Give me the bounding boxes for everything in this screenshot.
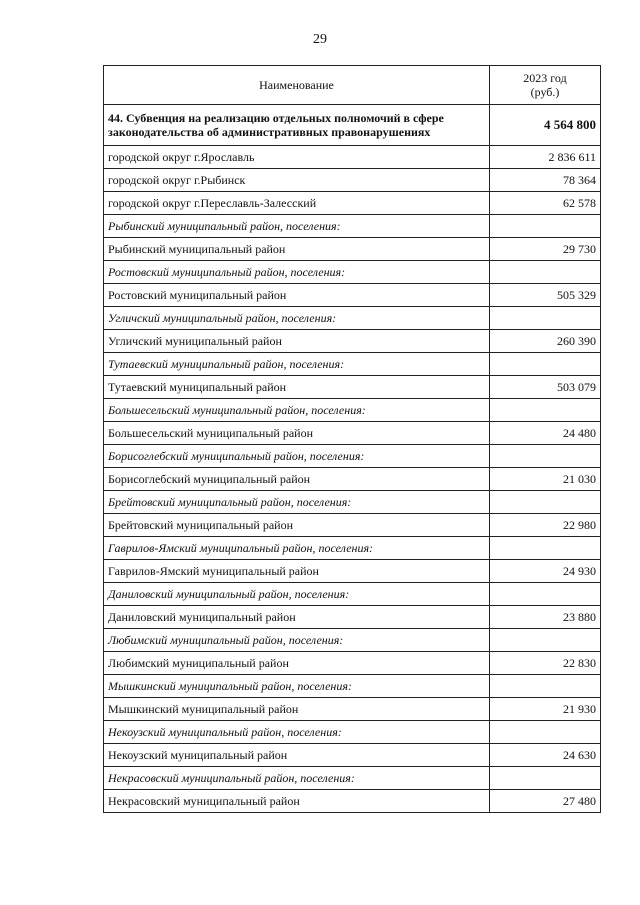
district-settlements-row <box>104 675 601 698</box>
row-name-cell: городской округ г.Рыбинск <box>104 169 490 192</box>
row-value-cell: 29 730 <box>490 238 601 261</box>
district-row <box>104 790 601 813</box>
district-row <box>104 468 601 491</box>
row-value-cell <box>490 307 601 330</box>
row-name-cell: Брейтовский муниципальный район, поселения: <box>104 491 490 514</box>
row-name-cell: Тутаевский муниципальный район, поселения: <box>104 353 490 376</box>
district-settlements-row <box>104 399 601 422</box>
district-settlements-row <box>104 629 601 652</box>
row-name-cell: Ростовский муниципальный район <box>104 284 490 307</box>
district-row <box>104 284 601 307</box>
row-value-cell: 24 930 <box>490 560 601 583</box>
row-value-cell <box>490 353 601 376</box>
row-name-cell: Рыбинский муниципальный район, поселения: <box>104 215 490 238</box>
district-row <box>104 169 601 192</box>
district-row <box>104 238 601 261</box>
row-value-cell: 505 329 <box>490 284 601 307</box>
district-row <box>104 146 601 169</box>
header-year: 2023 год <box>523 71 567 85</box>
row-value-cell: 260 390 <box>490 330 601 353</box>
district-settlements-row <box>104 261 601 284</box>
row-name-cell: городской округ г.Ярославль <box>104 146 490 169</box>
row-value-cell: 22 830 <box>490 652 601 675</box>
row-name-cell: Брейтовский муниципальный район <box>104 514 490 537</box>
row-value-cell: 21 030 <box>490 468 601 491</box>
row-name-cell: Борисоглебский муниципальный район, поселения: <box>104 445 490 468</box>
district-settlements-row <box>104 583 601 606</box>
district-settlements-row <box>104 307 601 330</box>
row-name-cell: Мышкинский муниципальный район, поселения: <box>104 675 490 698</box>
table-header-row <box>104 66 601 105</box>
row-value-cell: 62 578 <box>490 192 601 215</box>
row-value-cell: 21 930 <box>490 698 601 721</box>
row-name-cell: Некрасовский муниципальный район, поселения: <box>104 767 490 790</box>
header-year-cell <box>490 66 601 105</box>
district-settlements-row <box>104 445 601 468</box>
subvention-table <box>103 65 601 813</box>
row-value-cell: 23 880 <box>490 606 601 629</box>
row-name-cell: Гаврилов-Ямский муниципальный район <box>104 560 490 583</box>
row-value-cell: 78 364 <box>490 169 601 192</box>
district-settlements-row <box>104 767 601 790</box>
row-value-cell <box>490 261 601 284</box>
row-name-cell: Угличский муниципальный район <box>104 330 490 353</box>
row-name-cell: Тутаевский муниципальный район <box>104 376 490 399</box>
total-name-cell: 44. Субвенция на реализацию отдельных полномочий в сфере законодательства об административных правонарушениях <box>104 105 490 146</box>
row-name-cell: Даниловский муниципальный район, поселения: <box>104 583 490 606</box>
row-value-cell: 503 079 <box>490 376 601 399</box>
district-settlements-row <box>104 353 601 376</box>
district-settlements-row <box>104 721 601 744</box>
header-name-cell: Наименование <box>104 66 490 105</box>
row-name-cell: Большесельский муниципальный район, поселения: <box>104 399 490 422</box>
district-row <box>104 192 601 215</box>
district-row <box>104 698 601 721</box>
district-row <box>104 330 601 353</box>
row-name-cell: Некрасовский муниципальный район <box>104 790 490 813</box>
page-number: 29 <box>313 32 327 47</box>
row-value-cell <box>490 767 601 790</box>
row-value-cell <box>490 491 601 514</box>
row-value-cell <box>490 675 601 698</box>
row-value-cell <box>490 583 601 606</box>
district-row <box>104 560 601 583</box>
row-value-cell <box>490 537 601 560</box>
district-settlements-row <box>104 491 601 514</box>
district-row <box>104 744 601 767</box>
row-name-cell: Борисоглебский муниципальный район <box>104 468 490 491</box>
row-name-cell: Угличский муниципальный район, поселения: <box>104 307 490 330</box>
row-value-cell <box>490 629 601 652</box>
row-value-cell <box>490 445 601 468</box>
row-value-cell <box>490 215 601 238</box>
row-value-cell <box>490 721 601 744</box>
row-name-cell: Рыбинский муниципальный район <box>104 238 490 261</box>
row-value-cell: 2 836 611 <box>490 146 601 169</box>
district-row <box>104 376 601 399</box>
district-settlements-row <box>104 215 601 238</box>
header-unit: (руб.) <box>530 85 560 99</box>
district-settlements-row <box>104 537 601 560</box>
row-value-cell: 24 480 <box>490 422 601 445</box>
district-row <box>104 606 601 629</box>
row-value-cell <box>490 399 601 422</box>
district-row <box>104 422 601 445</box>
row-name-cell: городской округ г.Переславль-Залесский <box>104 192 490 215</box>
district-row <box>104 652 601 675</box>
row-name-cell: Гаврилов-Ямский муниципальный район, поселения: <box>104 537 490 560</box>
total-row <box>104 105 601 146</box>
row-value-cell: 24 630 <box>490 744 601 767</box>
row-value-cell: 27 480 <box>490 790 601 813</box>
row-name-cell: Мышкинский муниципальный район <box>104 698 490 721</box>
row-name-cell: Большесельский муниципальный район <box>104 422 490 445</box>
row-name-cell: Любимский муниципальный район <box>104 652 490 675</box>
row-value-cell: 22 980 <box>490 514 601 537</box>
row-name-cell: Даниловский муниципальный район <box>104 606 490 629</box>
row-name-cell: Любимский муниципальный район, поселения: <box>104 629 490 652</box>
total-value-cell: 4 564 800 <box>490 105 601 146</box>
row-name-cell: Некоузский муниципальный район <box>104 744 490 767</box>
row-name-cell: Ростовский муниципальный район, поселения: <box>104 261 490 284</box>
row-name-cell: Некоузский муниципальный район, поселения: <box>104 721 490 744</box>
district-row <box>104 514 601 537</box>
